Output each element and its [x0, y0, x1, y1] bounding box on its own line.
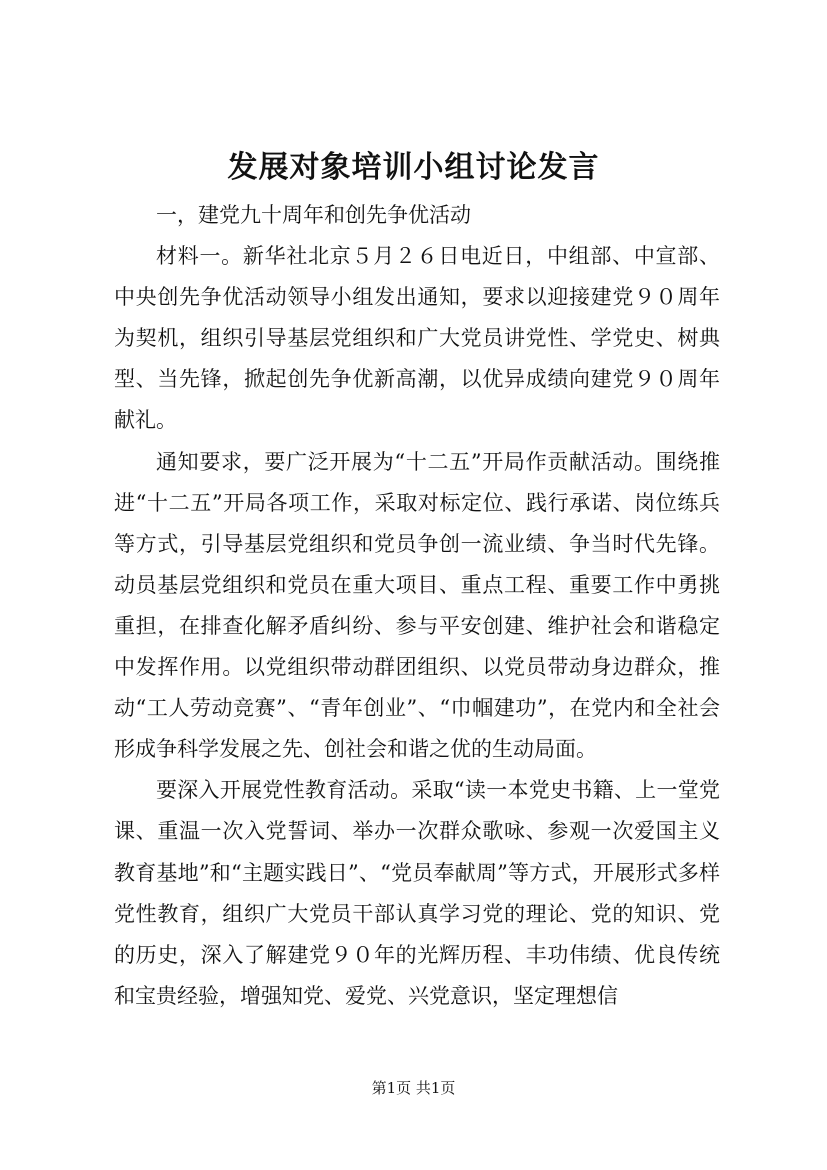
document-body	[114, 195, 720, 1017]
paragraph-party-education: 要深入开展党性教育活动。采取“读一本党史书籍、上一堂党课、重温一次入党誓词、举办一次群众歌咏、参观一次爱国主义教育基地”和“主题实践日”、“党员奉献周”等方式，开展形式多样党性教育，组织广大党员干部认真学习党的理论、党的知识、党的历史，深入了解建党９０年的光辉历程、丰功伟绩、优良传统和宝贵经验，增强知党、爱党、兴党意识，坚定理想信	[114, 778, 720, 1008]
page-footer: 第1页 共1页	[371, 1079, 456, 1097]
paragraph-notice-requirements: 通知要求，要广泛开展为“十二五”开局作贡献活动。围绕推进“十二五”开局各项工作，采取对标定位、践行承诺、岗位练兵等方式，引导基层党组织和党员争创一流业绩、争当时代先锋。动员基层党组织和党员在重大项目、重点工程、重要工作中勇挑重担，在排查化解矛盾纠纷、参与平安创建、维护社会和谐稳定中发挥作用。以党组织带动群团组织、以党员带动身边群众，推动“工人劳动竞赛”、“青年创业”、“巾帼建功”，在党内和全社会形成争科学发展之先、创社会和谐之优的生动局面。	[114, 449, 720, 762]
document-title: 发展对象培训小组讨论发言	[227, 150, 600, 185]
section-heading: 一，建党九十周年和创先争优活动	[156, 203, 471, 227]
paragraph-material-one: 材料一。新华社北京５月２６日电近日，中组部、中宣部、中央创先争优活动领导小组发出通知，要求以迎接建党９０周年为契机，组织引导基层党组织和广大党员讲党性、学党史、树典型、当先锋，掀起创先争优新高潮，以优异成绩向建党９０周年献礼。	[114, 244, 720, 433]
